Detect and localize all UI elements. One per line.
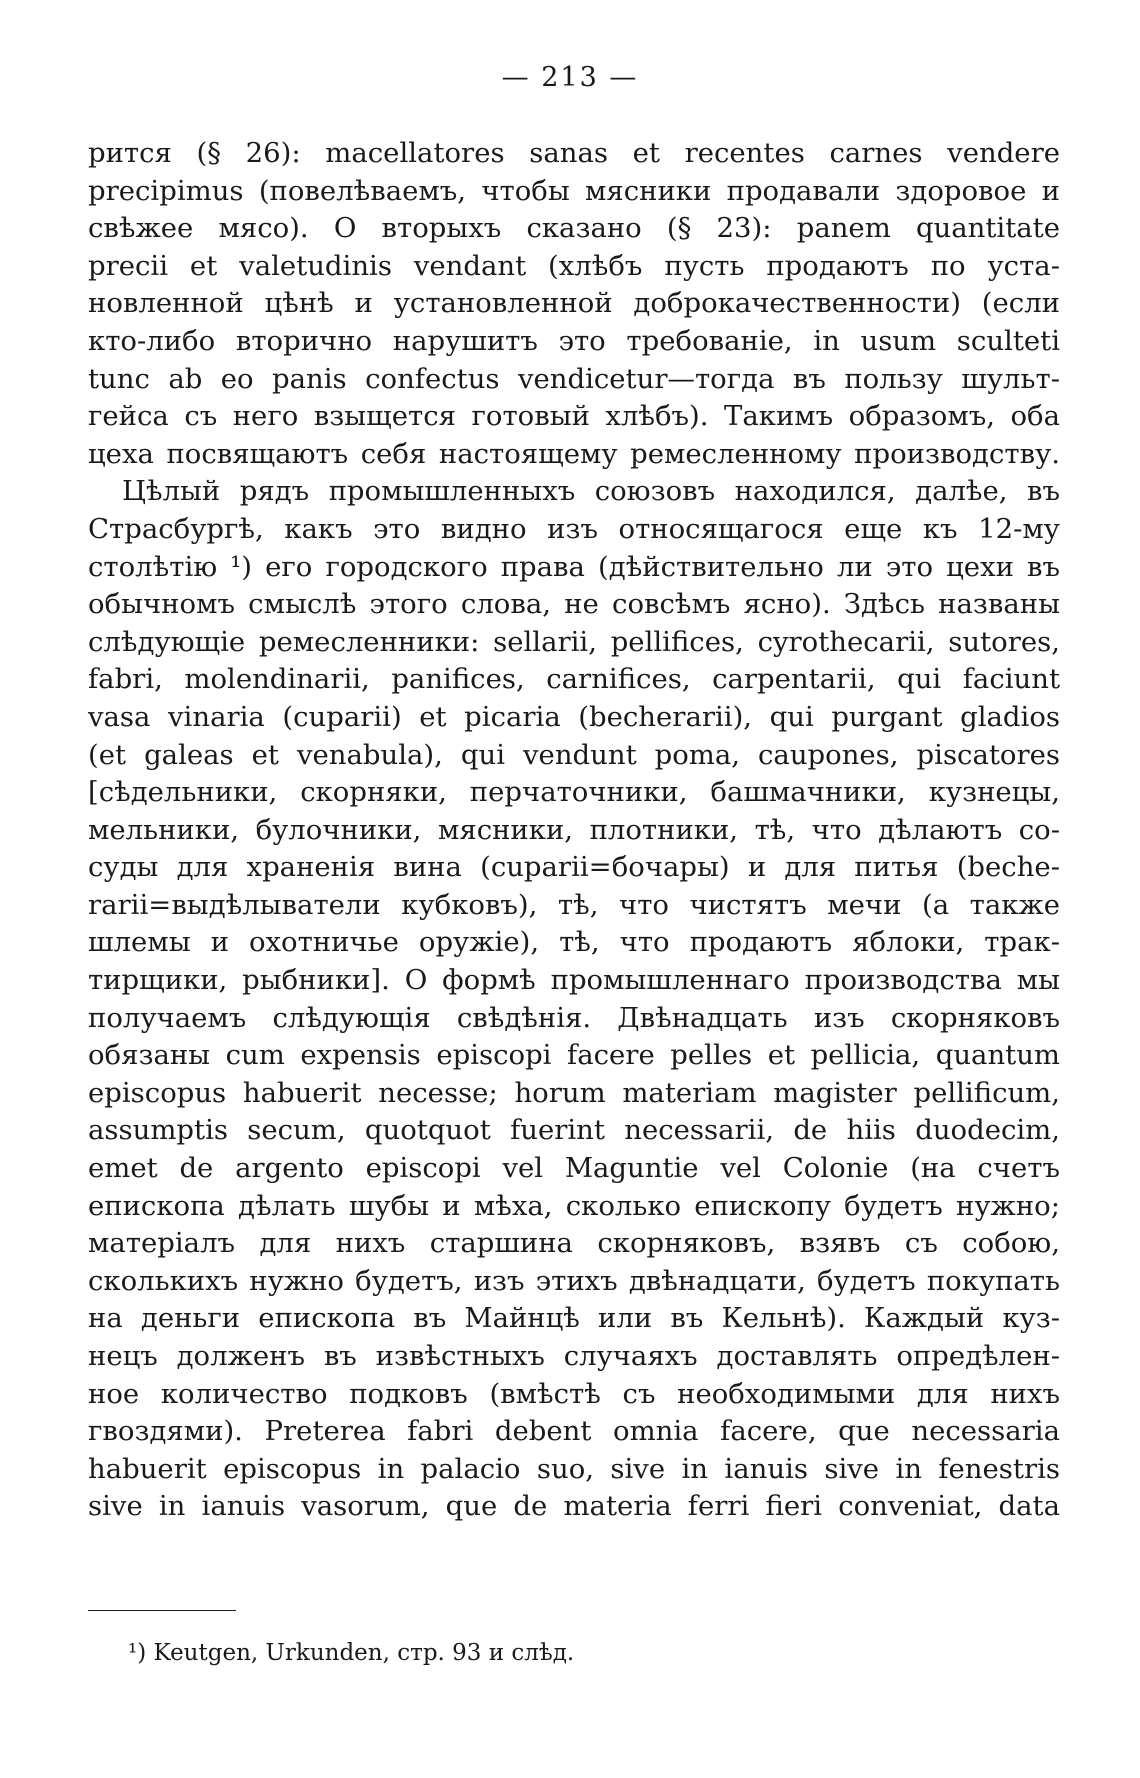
text-line: rarii=выдѣлыватели кубковъ), тѣ, что чистятъ мечи (а также <box>88 888 1060 921</box>
text-line: (et galeas et venabula), qui vendunt poma, caupones, piscatores <box>88 738 1060 771</box>
text-line: fabri, molendinarii, panifices, carnifices, carpentarii, qui faciunt <box>88 663 1060 696</box>
text-line: матеріалъ для нихъ старшина скорняковъ, взявъ съ собою, <box>88 1227 1060 1260</box>
text-line: суды для храненія вина (cuparii=бочары) и для питья (beche- <box>88 851 1060 884</box>
text-line: гейса съ него взыщется готовый хлѣбъ). Такимъ образомъ, оба <box>88 400 1060 433</box>
text-line: сколькихъ нужно будетъ, изъ этихъ двѣнадцати, будетъ покупать <box>88 1264 1060 1297</box>
text-line: новленной цѣнѣ и установленной доброкачественности) (если <box>88 287 1060 320</box>
text-line: гвоздями). Preterea fabri debent omnia facere, que necessaria <box>88 1415 1060 1448</box>
text-line: тирщики, рыбники]. О формѣ промышленнаго производства мы <box>88 964 1060 997</box>
text-line: столѣтію ¹) его городского права (дѣйствительно ли это цехи въ <box>88 550 1060 583</box>
paragraph-2 <box>88 473 1060 1526</box>
footnote: ¹) Keutgen, Urkunden, стр. 93 и слѣд. <box>128 1640 575 1666</box>
text-line: обычномъ смыслѣ этого слова, не совсѣмъ ясно). Здѣсь названы <box>88 588 1060 621</box>
text-line: Страсбургѣ, какъ это видно изъ относящагося еще къ 12-му <box>88 512 1060 545</box>
text-line: мельники, булочники, мясники, плотники, тѣ, что дѣлаютъ со- <box>88 813 1060 846</box>
text-line: emet de argento episcopi vel Maguntie vel Colonie (на счетъ <box>88 1152 1060 1185</box>
text-line: шлемы и охотничье оружіе), тѣ, что продаютъ яблоки, трак- <box>88 926 1060 959</box>
text-line: епископа дѣлать шубы и мѣха, сколько епископу будетъ нужно; <box>88 1189 1060 1222</box>
text-line: habuerit episcopus in palacio suo, sive in ianuis sive in fenestris <box>88 1452 1060 1485</box>
text-line: precipimus (повелѣваемъ, чтобы мясники продавали здоровое и <box>88 174 1060 207</box>
text-line: episcopus habuerit necesse; horum materiam magister pellificum, <box>88 1076 1060 1109</box>
text-line: vasa vinaria (cuparii) et picaria (becherarii), qui purgant gladios <box>88 700 1060 733</box>
text-line: кто-либо вторично нарушитъ это требованіе, in usum sculteti <box>88 324 1060 357</box>
text-line: рится (§ 26): macellatores sanas et recentes carnes vendere <box>88 137 1060 169</box>
page-number: — 213 — <box>501 62 639 93</box>
text-line: Цѣлый рядъ промышленныхъ союзовъ находился, далѣе, въ <box>122 475 1060 508</box>
text-line: assumptis secum, quotquot fuerint necessarii, de hiis duodecim, <box>88 1114 1060 1147</box>
text-line: tunc ab eo panis confectus vendicetur—тогда въ пользу шульт- <box>88 362 1060 395</box>
text-line: свѣжее мясо). О вторыхъ сказано (§ 23): panem quantitate <box>88 212 1060 245</box>
text-line: обязаны cum expensis episcopi facere pelles et pellicia, quantum <box>88 1039 1060 1072</box>
text-line: precii et valetudinis vendant (хлѣбъ пусть продаютъ по уста- <box>88 249 1060 282</box>
text-line: на деньги епископа въ Майнцѣ или въ Кельнѣ). Каждый куз- <box>88 1302 1060 1335</box>
text-line: цеха посвящаютъ себя настоящему ремесленному производству. <box>88 437 1060 470</box>
text-line: нецъ долженъ въ извѣстныхъ случаяхъ доставлять опредѣлен- <box>88 1340 1060 1372</box>
text-line: ное количество подковъ (вмѣстѣ съ необходимыми для нихъ <box>88 1377 1060 1410</box>
text-line: получаемъ слѣдующія свѣдѣнія. Двѣнадцать изъ скорняковъ <box>88 1001 1060 1034</box>
text-line: sive in ianuis vasorum, que de materia ferri fieri conveniat, data <box>88 1490 1060 1523</box>
footnote-divider <box>88 1610 236 1611</box>
text-line: слѣдующіе ремесленники: sellarii, pellifices, cyrothecarii, sutores, <box>88 625 1060 658</box>
paragraph-1 <box>88 135 1060 473</box>
text-line: [сѣдельники, скорняки, перчаточники, башмачники, кузнецы, <box>88 776 1060 809</box>
body-text <box>88 135 1060 1526</box>
